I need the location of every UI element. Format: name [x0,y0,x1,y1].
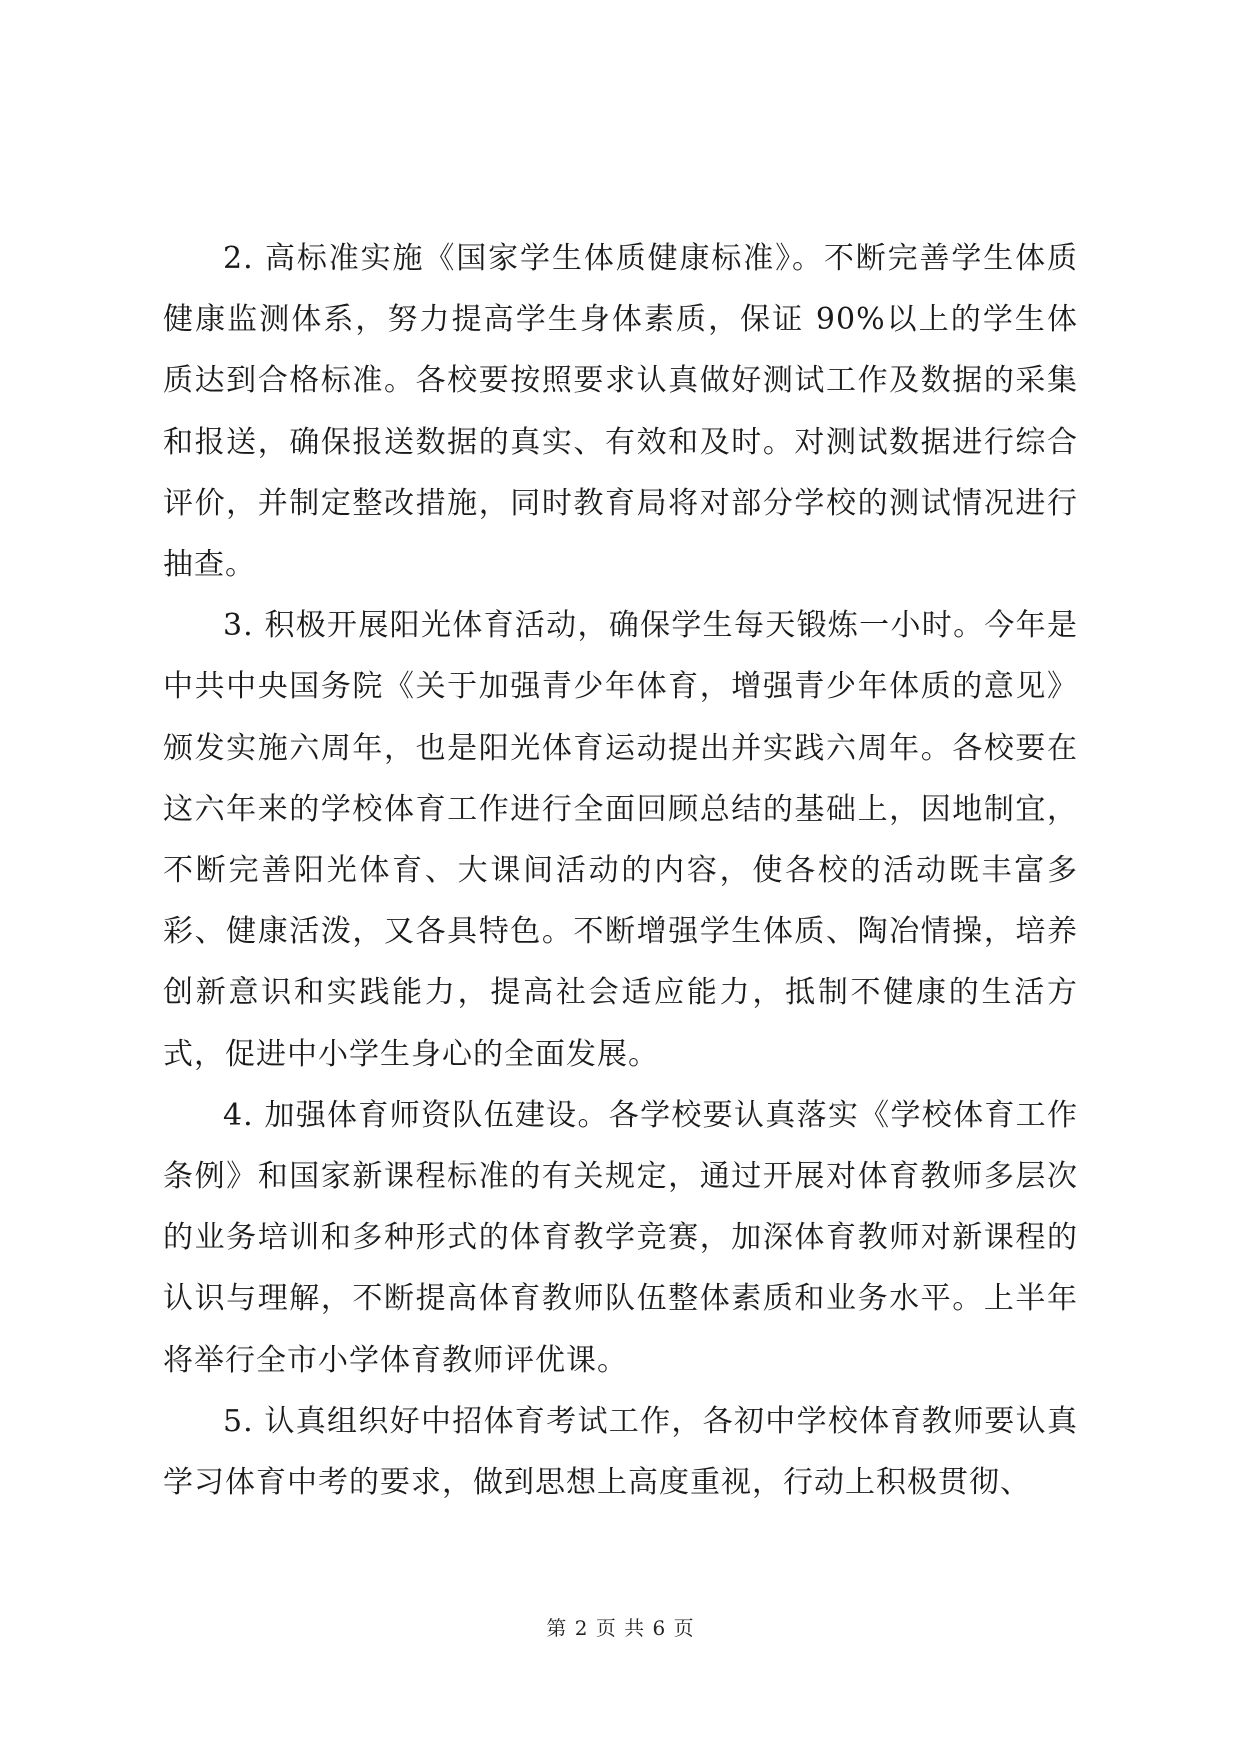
paragraph-item-5: 5. 认真组织好中招体育考试工作，各初中学校体育教师要认真学习体育中考的要求，做到思想上高度重视，行动上积极贯彻、 [163,1403,1078,1501]
document-body [163,228,1078,1513]
page-number-footer: 第 2 页 共 6 页 [546,1616,695,1640]
paragraph-item-2: 2. 高标准实施《国家学生体质健康标准》。不断完善学生体质健康监测体系，努力提高学生身体素质，保证 90%以上的学生体质达到合格标准。各校要按照要求认真做好测试工作及数据的采集和报送，确保报送数据的真实、有效和及时。对测试数据进行综合评价，并制定整改措施，同时教育局将对部分学校的测试情况进行抽查。 [163,241,1078,583]
paragraph-item-4: 4. 加强体育师资队伍建设。各学校要认真落实《学校体育工作条例》和国家新课程标准的有关规定，通过开展对体育教师多层次的业务培训和多种形式的体育教学竞赛，加深体育教师对新课程的认识与理解，不断提高体育教师队伍整体素质和业务水平。上半年将举行全市小学体育教师评优课。 [163,1097,1078,1378]
paragraph-item-3: 3. 积极开展阳光体育活动，确保学生每天锻炼一小时。今年是中共中央国务院《关于加强青少年体育，增强青少年体质的意见》颁发实施六周年，也是阳光体育运动提出并实践六周年。各校要在这六年来的学校体育工作进行全面回顾总结的基础上，因地制宜，不断完善阳光体育、大课间活动的内容，使各校的活动既丰富多彩、健康活泼，又各具特色。不断增强学生体质、陶冶情操，培养创新意识和实践能力，提高社会适应能力，抵制不健康的生活方式，促进中小学生身心的全面发展。 [163,608,1078,1072]
